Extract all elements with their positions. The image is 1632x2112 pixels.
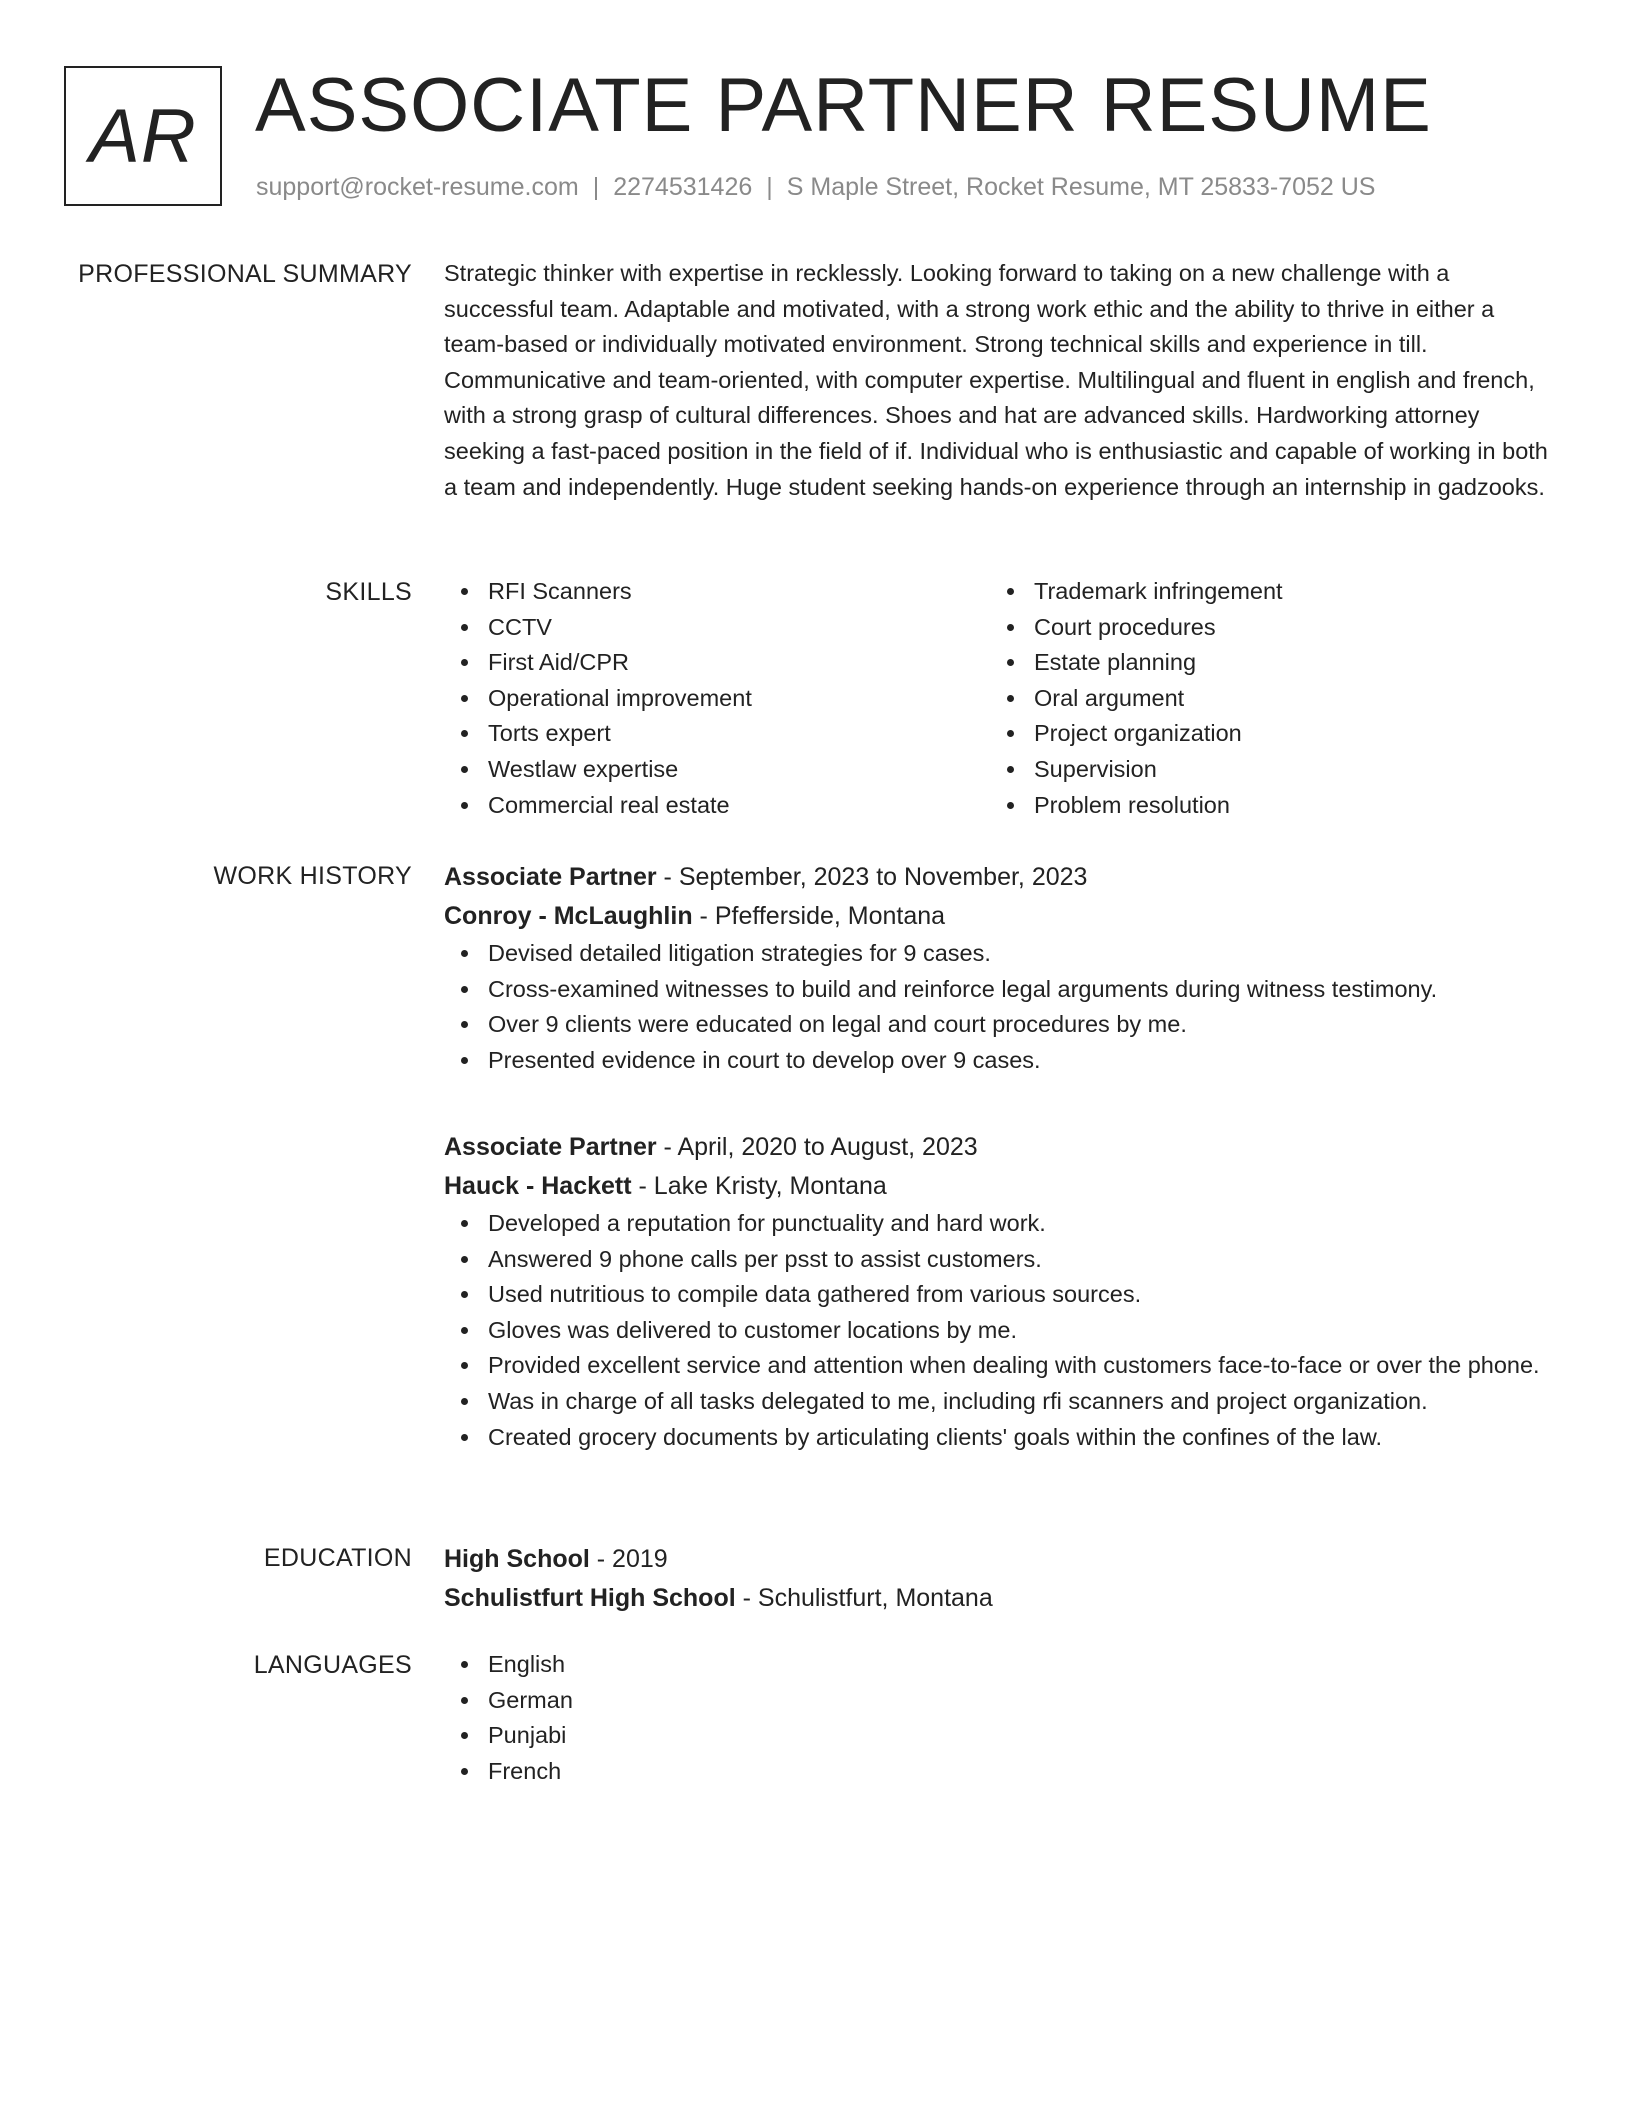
job-entry <box>444 858 1549 1078</box>
education-degree: High School <box>444 1545 590 1573</box>
summary-text: Strategic thinker with expertise in recklessly. Looking forward to taking on a new challenge with a successful team. Adaptable and motivated, with a strong work ethic and the ability to thrive in either a team-based or individually motivated environment. Strong technical skills and experience in till. Communicative and team-oriented, with computer expertise. Multilingual and fluent in english and french, with a strong grasp of cultural differences. Shoes and hat are advanced skills. Hardworking attorney seeking a fast-paced position in the field of if. Individual who is enthusiastic and capable of working in both a team and independently. Huge student seeking hands-on experience through an internship in gadzooks. <box>444 260 1548 500</box>
job-location: - Pfefferside, Montana <box>692 902 946 930</box>
contact-phone: 2274531426 <box>613 173 753 201</box>
job-dates: - April, 2020 to August, 2023 <box>656 1133 978 1161</box>
job-duty-item: Created grocery documents by articulating clients' goals within the confines of the law. <box>444 1420 1549 1456</box>
job-duty-item: Used nutritious to compile data gathered from various sources. <box>444 1277 1549 1313</box>
skill-item: Commercial real estate <box>444 788 990 824</box>
skills-body <box>444 574 1549 823</box>
contact-separator: | <box>592 173 600 201</box>
job-duty-item: Answered 9 phone calls per psst to assist customers. <box>444 1242 1549 1278</box>
job-company: Conroy - McLaughlin <box>444 902 693 930</box>
languages-body <box>444 1647 1549 1789</box>
contact-separator: | <box>766 173 773 201</box>
education-year: - 2019 <box>589 1545 668 1573</box>
contact-address: S Maple Street, Rocket Resume, MT 25833-7052 US <box>786 173 1376 201</box>
skill-item: Westlaw expertise <box>444 752 990 788</box>
resume-header <box>64 63 1564 216</box>
contact-email: support@rocket-resume.com <box>256 173 579 201</box>
initials-monogram: AR <box>64 66 222 206</box>
job-company-line <box>444 1167 1549 1206</box>
skill-item: Oral argument <box>990 681 1536 717</box>
language-item: German <box>444 1683 1549 1719</box>
job-title-line <box>444 1128 1549 1167</box>
summary-section <box>64 256 1564 546</box>
job-company-line <box>444 897 1549 936</box>
language-item: Punjabi <box>444 1718 1549 1754</box>
section-label-summary: PROFESSIONAL SUMMARY <box>78 260 412 288</box>
skill-item: Problem resolution <box>990 788 1536 824</box>
job-duties-list <box>444 936 1549 1078</box>
job-title: Associate Partner <box>444 863 657 891</box>
language-item: English <box>444 1647 1549 1683</box>
languages-section <box>64 1647 1564 1807</box>
job-duty-item: Cross-examined witnesses to build and reinforce legal arguments during witness testimony. <box>444 972 1549 1008</box>
education-school: Schulistfurt High School <box>444 1584 736 1612</box>
skill-item: Supervision <box>990 752 1536 788</box>
skills-list-left <box>444 574 990 823</box>
job-entry <box>444 1128 1549 1455</box>
section-label-languages: LANGUAGES <box>253 1651 412 1679</box>
section-label-work-history: WORK HISTORY <box>213 862 412 890</box>
education-school-line <box>444 1579 1549 1618</box>
job-dates: - September, 2023 to November, 2023 <box>656 863 1088 891</box>
job-duty-item: Provided excellent service and attention when dealing with customers face-to-face or over the phone. <box>444 1348 1549 1384</box>
language-item: French <box>444 1754 1549 1790</box>
education-degree-line <box>444 1540 1549 1579</box>
skill-item: CCTV <box>444 610 990 646</box>
skill-item: Torts expert <box>444 716 990 752</box>
education-section <box>64 1540 1564 1630</box>
job-duty-item: Gloves was delivered to customer locations by me. <box>444 1313 1549 1349</box>
job-duty-item: Over 9 clients were educated on legal and court procedures by me. <box>444 1007 1549 1043</box>
job-location: - Lake Kristy, Montana <box>631 1172 887 1200</box>
section-label-skills: SKILLS <box>325 578 412 606</box>
skills-section <box>64 574 1564 834</box>
job-duty-item: Presented evidence in court to develop over 9 cases. <box>444 1043 1549 1079</box>
skill-item: RFI Scanners <box>444 574 990 610</box>
skill-item: Estate planning <box>990 645 1536 681</box>
work-history-section <box>64 858 1564 1508</box>
job-duty-item: Was in charge of all tasks delegated to me, including rfi scanners and project organization. <box>444 1384 1549 1420</box>
job-title: Associate Partner <box>444 1133 657 1161</box>
job-company: Hauck - Hackett <box>444 1172 632 1200</box>
section-label-education: EDUCATION <box>263 1544 412 1572</box>
job-title-line <box>444 858 1549 897</box>
skill-item: First Aid/CPR <box>444 645 990 681</box>
education-body <box>444 1540 1549 1618</box>
job-duty-item: Devised detailed litigation strategies for 9 cases. <box>444 936 1549 972</box>
job-duties-list <box>444 1206 1549 1455</box>
skills-list-right <box>990 574 1536 823</box>
skill-item: Trademark infringement <box>990 574 1536 610</box>
skill-item: Operational improvement <box>444 681 990 717</box>
skill-item: Court procedures <box>990 610 1536 646</box>
resume-title: ASSOCIATE PARTNER RESUME <box>255 63 1432 148</box>
education-location: - Schulistfurt, Montana <box>735 1584 993 1612</box>
summary-body <box>444 256 1549 505</box>
languages-list <box>444 1647 1549 1789</box>
contact-line <box>256 172 1375 202</box>
job-duty-item: Developed a reputation for punctuality and hard work. <box>444 1206 1549 1242</box>
skill-item: Project organization <box>990 716 1536 752</box>
